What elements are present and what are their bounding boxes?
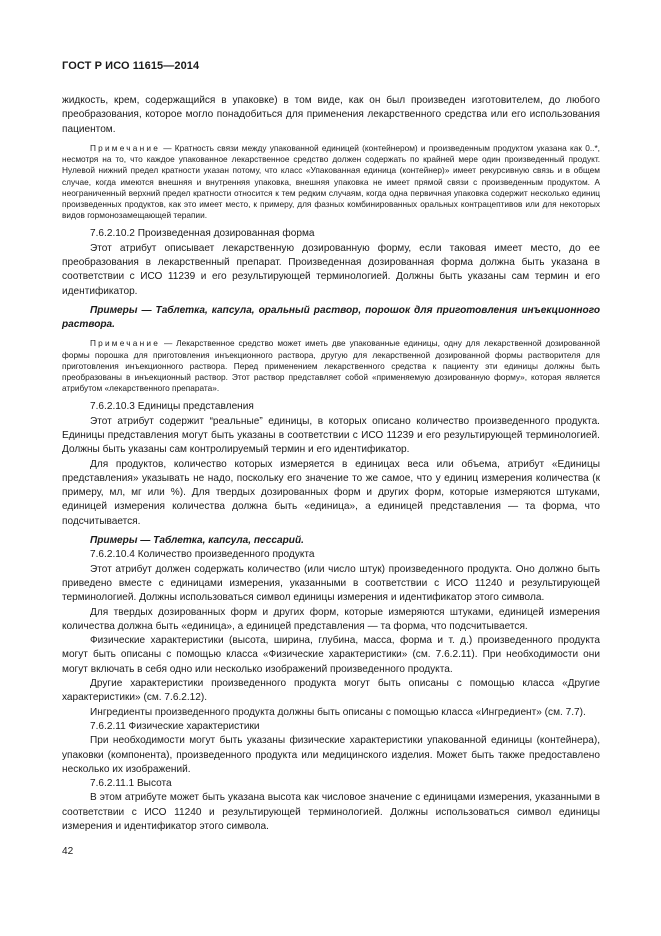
section-heading: 7.6.2.11 Физические характеристики	[90, 720, 260, 732]
examples: Примеры — Таблетка, капсула, оральный раствор, порошок для приготовления инъекционного раствора.	[62, 304, 600, 331]
section-heading: 7.6.2.11.1 Высота	[90, 778, 172, 790]
document-header: ГОСТ Р ИСО 11615—2014	[62, 60, 200, 72]
paragraph: Этот атрибут должен содержать количество (или число штук) произведенного продукта. Оно должно быть приведено вместе с единицами измерения, указанными в соответствии с ИСО 11240 и результирующей терминологией. Должны использоваться символ единицы измерения и идентификатор этого символа.	[62, 563, 600, 604]
examples: Примеры — Таблетка, капсула, пессарий.	[90, 535, 304, 547]
paragraph: Ингредиенты произведенного продукта должны быть описаны с помощью класса «Ингредиент» (см. 7.7).	[90, 706, 586, 718]
paragraph: Этот атрибут описывает лекарственную дозированную форму, если таковая имеет место, до ее преобразования в лекарственный препарат. Произведенная дозированная форма должна быть указана в соответствии с ИСО 11239 и его результирующей терминологией. Должны быть указаны сам термин и его идентификатор.	[62, 242, 600, 297]
section-heading: 7.6.2.10.4 Количество произведенного продукта	[90, 549, 315, 561]
paragraph: При необходимости могут быть указаны физические характеристики упакованной единицы (контейнера), упаковки (компонента), произведенного продукта или медицинского изделия. Может быть также предоставлено несколько их изображений.	[62, 735, 600, 775]
section-heading: 7.6.2.10.3 Единицы представления	[90, 401, 254, 413]
note-text: — Лекарственное средство может иметь две упакованные единицы, одну для лекарственной дозированной формы порошка для приготовления инъекционного раствора, другую для лекарственной дозированной формы растворителя для приготовления инъекционного раствора. Перед применением лекарственного средства к пациенту эти единицы должны быть преобразованы в инъекционный раствор. Этот раствор представляет собой «применяемую дозированную форму», которая является атрибутом «лекарственного препарата».	[62, 338, 600, 394]
paragraph: Для твердых дозированных форм и других форм, которые измеряются штуками, единицей измерения количества должна быть «единица», а единицей представления — та форма, что подсчитывается.	[62, 606, 600, 632]
section-heading: 7.6.2.10.2 Произведенная дозированная форма	[90, 228, 315, 240]
page-number: 42	[62, 846, 74, 857]
note	[62, 338, 600, 394]
note-label: Примечание	[90, 338, 161, 349]
paragraph: Физические характеристики (высота, ширина, глубина, масса, форма и т. д.) произведенного продукта могут быть описаны с помощью класса «Физические характеристики» (см. 7.6.2.11). При необходимости они могут включать в себя одно или несколько изображений произведенного продукта.	[62, 635, 600, 675]
paragraph: Другие характеристики произведенного продукта могут быть описаны с помощью класса «Другие характеристики» (см. 7.6.2.12).	[62, 678, 600, 704]
paragraph: В этом атрибуте может быть указана высота как числовое значение с единицами измерения, указанными в соответствии с ИСО 11240 и результирующей терминологией. Должны использоваться символ единицы измерения и идентификатор этого символа.	[62, 792, 600, 833]
paragraph: Этот атрибут содержит “реальные” единицы, в которых описано количество произведенного продукта. Единицы представления могут быть указаны в соответствии с ИСО 11239 и его результирующей терминологией. Должны быть указаны сам контролируемый термин и его идентификатор.	[62, 415, 600, 456]
paragraph: жидкость, крем, содержащийся в упаковке) в том виде, как он был произведен изготовителем, до любого преобразования, которое могло понадобиться для применения лекарственного средства или его использования пациентом.	[62, 95, 600, 135]
note	[62, 143, 600, 221]
document-page	[62, 60, 600, 834]
note-text: — Кратность связи между упакованной единицей (контейнером) и произведенным продуктом указана как 0..*, несмотря на то, что каждое упакованное лекарственное средство должен содержать по крайней мере один произведенный продукт. Нулевой нижний предел кратности указан потому, что класс «Упакованная единица (контейнер)» имеет рекурсивную связь и в общем случае, когда имеются внешняя и внутренняя упаковка, внешняя упаковка не имеет прямой связи с произведенным продуктом. А неограниченный верхний предел кратности относится к тем редким случаям, когда одна первичная упаковка содержит несколько единиц произведенных продуктов, как это имеет место, к примеру, для фазных комбинированных оральных контрацептивов или для некоторых видов гормонозамещающей терапии.	[62, 142, 600, 221]
note-label: Примечание	[90, 142, 161, 153]
paragraph: Для продуктов, количество которых измеряется в единицах веса или объема, атрибут «Единицы представления» указывать не надо, поскольку его значение то же самое, что у единиц измерения количества (к примеру, мл, мг или %). Для твердых дозированных форм и других форм, которые измеряются штуками, единицей измерения количества должна быть «единица», а единицей представления — та форма, что подсчитывается.	[62, 458, 600, 527]
